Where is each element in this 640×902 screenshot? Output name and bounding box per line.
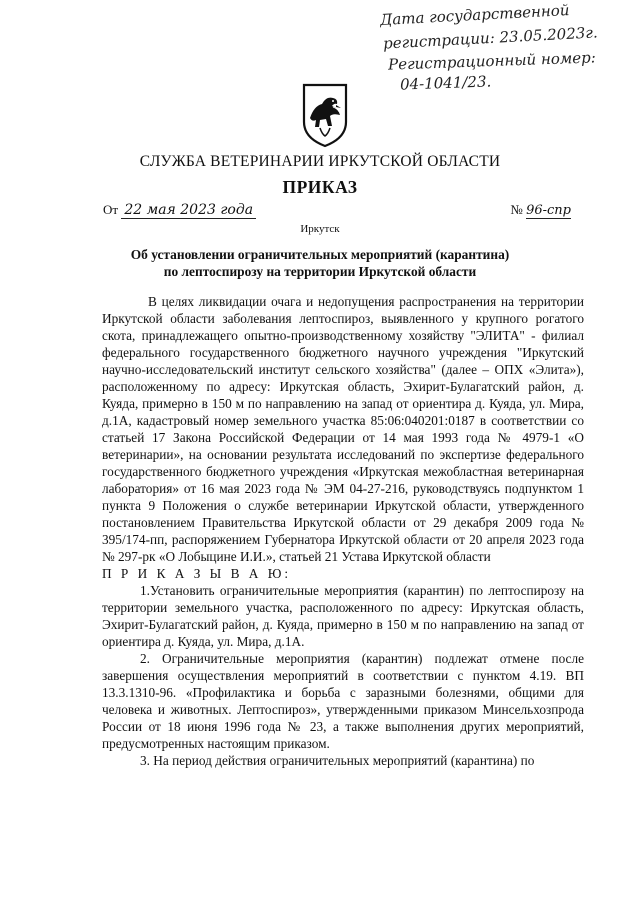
order-date-line xyxy=(103,202,256,218)
document-title xyxy=(80,246,560,280)
title-line-2: по лептоспирозу на территории Иркутской области xyxy=(163,264,477,279)
preamble-paragraph: В целях ликвидации очага и недопущения распространения на территории Иркутской области заболевания лептоспироз, выявленного у крупного рогатого скота, принадлежащего опытно-производственному хозяйству "ЭЛИТА" - филиал федерального государственного бюджетного научного учреждения "Иркутский научно-исследовательский институт сельского хозяйства" (далее – ОПХ «Элита»), расположенному по адресу: Иркутская область, Эхирит-Булагатский район, д. Куяда, примерно в 150 м по направлению на запад от ориентира д. Куяда, ул. Мира, д.1А, кадастровый номер земельного участка 85:06:040201:0187 в соответствии со статьей 17 Закона Российской Федерации от 14 мая 1993 года № 4979-1 «О ветеринарии», на основании результата исследований по экспертизе федерального государственного бюджетного учреждения «Иркутская межобластная ветеринарная лаборатория» от 16 мая 2023 года № ЭМ 04-27-216, руководствуясь подпунктом 1 пункта 9 Положения о службе ветеринарии Иркутской области, утвержденного постановлением Правительства Иркутской области от 29 декабря 2009 года № 395/174-пп, распоряжением Губернатора Иркутской области от 20 апреля 2023 года № 297-рк «О Лобыцине И.И.», статьей 21 Устава Иркутской области xyxy=(102,294,584,564)
document-body xyxy=(102,293,584,769)
date-label: От xyxy=(103,202,119,217)
order-date: 22 мая 2023 года xyxy=(121,202,256,219)
handwritten-registration-date: регистрации: 23.05.2023г. xyxy=(382,23,599,53)
order-word: П Р И К А З Ы В А Ю: xyxy=(102,566,292,581)
number-label: № xyxy=(510,202,523,217)
city-name: Иркутск xyxy=(300,223,340,235)
title-line-1: Об установлении ограничительных мероприятий (карантина) xyxy=(130,247,510,262)
handwritten-registration-date-label: Дата государственной xyxy=(379,1,570,29)
order-item-1: 1.Установить ограничительные мероприятия (карантин) по лептоспирозу на территории земельного участка, расположенного по адресу: Иркутская область, Эхирит-Булагатский район, д. Куяда, примерно в 150 м по направлению на запад от ориентира д. Куяда, ул. Мира, д.1А. xyxy=(102,583,584,649)
order-number-line xyxy=(510,202,571,218)
order-number: 96-спр xyxy=(526,203,571,218)
organization-name: СЛУЖБА ВЕТЕРИНАРИИ ИРКУТСКОЙ ОБЛАСТИ xyxy=(139,153,501,170)
handwritten-registration-number: 04-1041/23. xyxy=(399,72,492,94)
document-type-heading: ПРИКАЗ xyxy=(282,177,358,197)
handwritten-registration-number-label: Регистрационный номер: xyxy=(387,48,597,74)
order-item-3: 3. На период действия ограничительных мероприятий (карантина) по xyxy=(140,753,535,768)
order-item-2: 2. Ограничительные мероприятия (карантин) подлежат отмене после завершения осуществления мероприятий в соответствии с пунктом 4.19. ВП 13.3.1310-96. «Профилактика и борьба с заразными болезнями, общими для человека и животных. Лептоспироз», утвержденными приказом Минсельхозпрода России от 18 июня 1996 года № 23, а также выполнения других мероприятий, предусмотренных настоящим приказом. xyxy=(102,651,584,751)
coat-of-arms-icon xyxy=(300,82,350,148)
